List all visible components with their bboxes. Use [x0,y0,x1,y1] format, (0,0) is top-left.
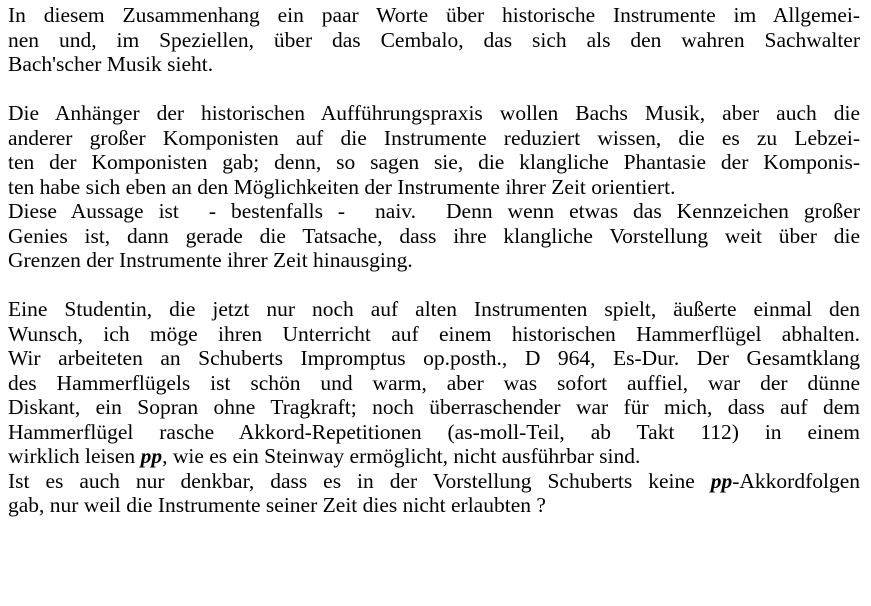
dynamic-marking-pp: pp [140,444,163,468]
text-line: ten der Komponisten gab; denn, so sagen sie, die klangliche Phantasie der Komponis- [8,150,860,174]
dynamic-marking-pp: pp [710,468,733,493]
text-line: Genies ist, dann gerade die Tatsache, dass ihre klangliche Vorstellung weit über die [8,223,860,248]
text-segment: -Akkordfolgen [732,468,860,493]
text-segment: wirklich leisen [8,444,141,468]
text-line: Diskant, ein Sopran ohne Tragkraft; noch überraschender war für mich, dass auf dem [8,395,860,419]
text-line: Wunsch, ich möge ihren Unterricht auf einem historischen Hammerflügel abhalten. [8,321,860,346]
text-line: Wir arbeiteten an Schuberts Impromptus op.posth., D 964, Es-Dur. Der Gesamtklang [8,346,860,370]
text-line: Hammerflügel rasche Akkord-Repetitionen (as-moll-Teil, ab Takt 112) in einem [8,419,860,444]
paragraph-3 [8,297,860,518]
text-line: Die Anhänger der historischen Aufführungspraxis wollen Bachs Musik, aber auch die [8,101,860,125]
text-line [8,469,860,494]
paragraph-2 [8,101,860,273]
text-line: Bach'scher Musik sieht. [8,52,214,76]
document-page [8,3,860,518]
text-line: anderer großer Komponisten auf die Instrumente reduziert wissen, die es zu Lebzei- [8,125,860,150]
text-line: In diesem Zusammenhang ein paar Worte über historische Instrumente im Allgemei- [8,3,860,27]
paragraph-spacer [8,273,860,298]
text-line: gab, nur weil die Instrumente seiner Zeit dies nicht erlaubten ? [8,493,546,517]
text-segment: Ist es auch nur denkbar, dass es in der Vorstellung Schuberts keine [8,468,711,493]
text-line: Eine Studentin, die jetzt nur noch auf alten Instrumenten spielt, äußerte einmal den [8,297,860,321]
paragraph-spacer [8,77,860,102]
text-line: des Hammerflügels ist schön und warm, aber was sofort auffiel, war der dünne [8,370,860,395]
text-line: ten habe sich eben an den Möglichkeiten der Instrumente ihrer Zeit orientiert. [8,174,676,199]
text-line: nen und, im Speziellen, über das Cembalo, das sich als den wahren Sachwalter [8,27,860,52]
text-line [8,444,860,469]
paragraph-1 [8,3,860,77]
text-line: Grenzen der Instrumente ihrer Zeit hinausging. [8,248,413,272]
text-line: Diese Aussage ist - bestenfalls - naiv. Denn wenn etwas das Kennzeichen großer [8,199,860,223]
text-segment: , wie es ein Steinway ermöglicht, nicht ausführbar sind. [162,444,641,468]
